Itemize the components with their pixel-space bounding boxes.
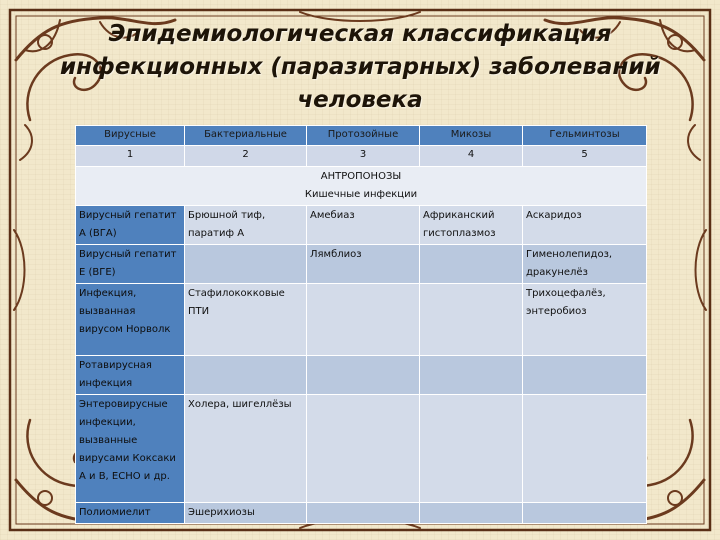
table-header-row bbox=[76, 126, 647, 146]
table-row bbox=[76, 503, 647, 524]
table-cell bbox=[185, 356, 307, 395]
title-line-1: Эпидемиологическая классификация bbox=[108, 21, 612, 47]
table-row bbox=[76, 206, 647, 245]
number-cell: 2 bbox=[185, 146, 307, 167]
table-cell bbox=[523, 503, 647, 524]
table-cell: Инфекция, вызванная вирусом Норволк bbox=[76, 284, 185, 356]
table-cell: Стафилококковые ПТИ bbox=[185, 284, 307, 356]
table-cell bbox=[420, 284, 523, 356]
table-cell bbox=[420, 245, 523, 284]
number-cell: 5 bbox=[523, 146, 647, 167]
number-cell: 1 bbox=[76, 146, 185, 167]
table-cell: Вирусный гепатит А (ВГА) bbox=[76, 206, 185, 245]
table-cell: Полиомиелит bbox=[76, 503, 185, 524]
table-cell: Энтеровирусные инфекции, вызванные вирусами Коксаки А и В, ECHO и др. bbox=[76, 395, 185, 503]
header-cell: Протозойные bbox=[307, 126, 420, 146]
table-cell: Ротавирусная инфекция bbox=[76, 356, 185, 395]
table-cell bbox=[420, 503, 523, 524]
table-cell bbox=[307, 503, 420, 524]
title-line-2: инфекционных (паразитарных) заболеваний bbox=[60, 54, 661, 80]
title-line-3: человека bbox=[297, 87, 423, 113]
header-cell: Гельминтозы bbox=[523, 126, 647, 146]
table-cell: Трихоцефалёз, энтеробиоз bbox=[523, 284, 647, 356]
header-cell: Микозы bbox=[420, 126, 523, 146]
table-cell bbox=[307, 284, 420, 356]
table-cell bbox=[523, 356, 647, 395]
table-cell bbox=[420, 395, 523, 503]
table-cell: Эшерихиозы bbox=[185, 503, 307, 524]
table-row bbox=[76, 356, 647, 395]
table-cell: Африканский гистоплазмоз bbox=[420, 206, 523, 245]
table-cell bbox=[185, 245, 307, 284]
section-header-row bbox=[76, 167, 647, 206]
table-cell: Холера, шигеллёзы bbox=[185, 395, 307, 503]
table-row bbox=[76, 284, 647, 356]
table-cell: Аскаридоз bbox=[523, 206, 647, 245]
number-cell: 3 bbox=[307, 146, 420, 167]
table-cell bbox=[523, 395, 647, 503]
table-cell: Брюшной тиф, паратиф А bbox=[185, 206, 307, 245]
table-cell bbox=[420, 356, 523, 395]
slide-title bbox=[60, 18, 660, 117]
header-cell: Бактериальные bbox=[185, 126, 307, 146]
header-cell: Вирусные bbox=[76, 126, 185, 146]
number-cell: 4 bbox=[420, 146, 523, 167]
classification-table bbox=[75, 125, 647, 524]
table-cell bbox=[307, 356, 420, 395]
section-title: АНТРОПОНОЗЫ bbox=[320, 171, 402, 182]
table-cell: Амебиаз bbox=[307, 206, 420, 245]
table-number-row bbox=[76, 146, 647, 167]
table-row bbox=[76, 395, 647, 503]
table-cell: Гименолепидоз, дракунелёз bbox=[523, 245, 647, 284]
table-row bbox=[76, 245, 647, 284]
section-header-cell bbox=[76, 167, 647, 206]
table-cell: Вирусный гепатит Е (ВГЕ) bbox=[76, 245, 185, 284]
table-cell bbox=[307, 395, 420, 503]
table-cell: Лямблиоз bbox=[307, 245, 420, 284]
section-subtitle: Кишечные инфекции bbox=[304, 189, 418, 200]
